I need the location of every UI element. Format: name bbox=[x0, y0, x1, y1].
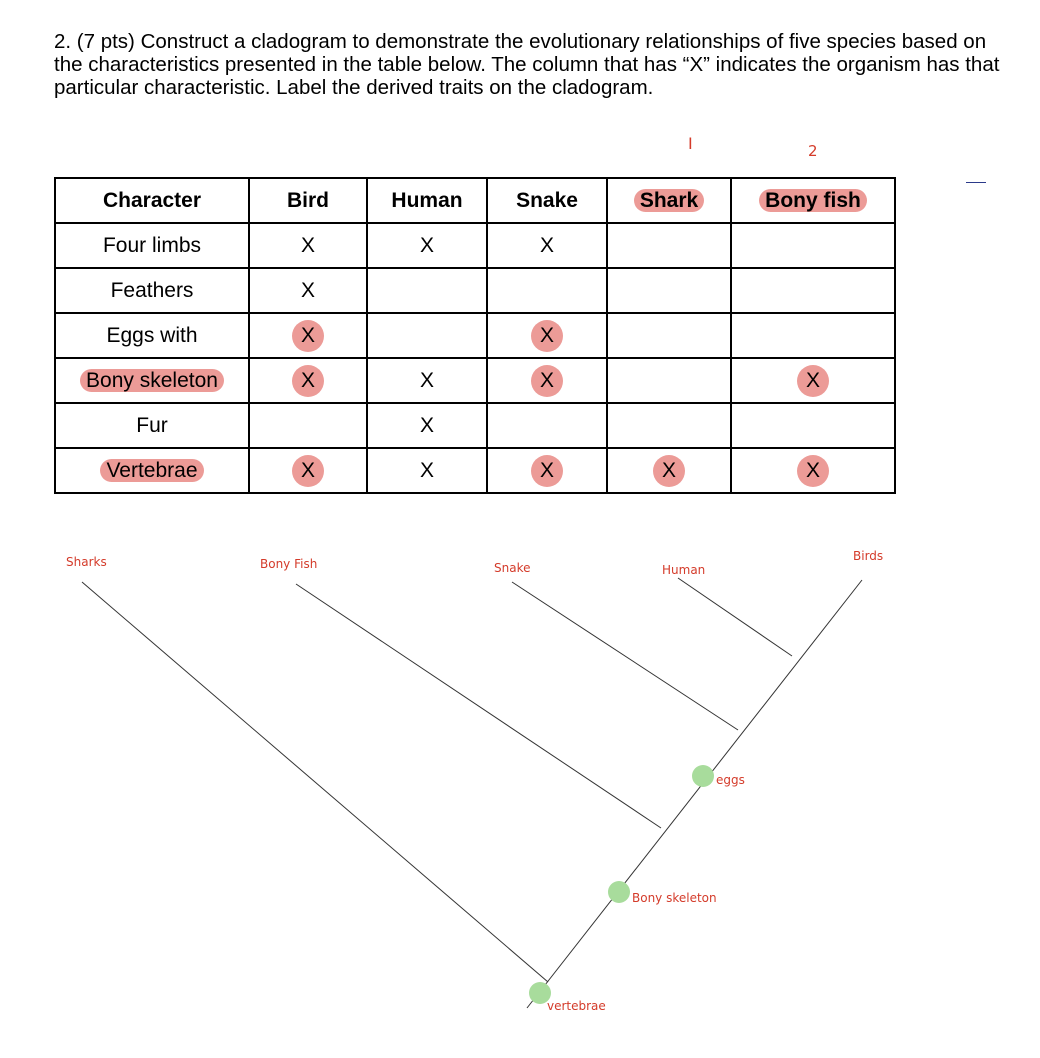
trait-label-vertebrae: vertebrae bbox=[547, 999, 606, 1013]
table-cell: X bbox=[367, 223, 487, 268]
taxon-label-birds: Birds bbox=[853, 549, 884, 563]
trait-dot-bony-skeleton bbox=[608, 881, 630, 903]
header-bird: Bird bbox=[249, 178, 367, 223]
header-bony-fish: Bony fish bbox=[731, 178, 895, 223]
table-cell: X bbox=[249, 313, 367, 358]
branch-human bbox=[678, 578, 792, 656]
table-cell: X bbox=[249, 268, 367, 313]
header-human: Human bbox=[367, 178, 487, 223]
table-cell: X bbox=[731, 448, 895, 493]
row-label: Vertebrae bbox=[55, 448, 249, 493]
table-cell: X bbox=[367, 403, 487, 448]
row-label: Eggs with bbox=[55, 313, 249, 358]
table-cell: X bbox=[487, 313, 607, 358]
table-cell: X bbox=[249, 223, 367, 268]
table-cell: X bbox=[487, 358, 607, 403]
taxon-label-snake: Snake bbox=[494, 561, 531, 575]
table-cell: X bbox=[731, 358, 895, 403]
branch-sharks bbox=[82, 582, 548, 982]
row-label: Four limbs bbox=[55, 223, 249, 268]
table-cell: X bbox=[487, 448, 607, 493]
table-cell: X bbox=[367, 448, 487, 493]
row-label: Fur bbox=[55, 403, 249, 448]
trait-dot-eggs bbox=[692, 765, 714, 787]
row-label: Feathers bbox=[55, 268, 249, 313]
handwritten-mark-2: 2 bbox=[808, 142, 818, 160]
trait-label-eggs: eggs bbox=[716, 773, 745, 787]
header-character: Character bbox=[55, 178, 249, 223]
trait-label-bony-skeleton: Bony skeleton bbox=[632, 891, 717, 905]
taxon-label-bony-fish: Bony Fish bbox=[260, 557, 318, 571]
header-shark: Shark bbox=[607, 178, 731, 223]
table-cell: X bbox=[249, 448, 367, 493]
table-cell: X bbox=[607, 448, 731, 493]
header-snake: Snake bbox=[487, 178, 607, 223]
row-label: Bony skeleton bbox=[55, 358, 249, 403]
handwritten-mark-1: I bbox=[688, 134, 693, 153]
table-cell: X bbox=[487, 223, 607, 268]
table-cell: X bbox=[249, 358, 367, 403]
cladogram-trunk bbox=[527, 580, 862, 1008]
branch-bony-fish bbox=[296, 584, 661, 828]
taxon-label-human: Human bbox=[662, 563, 706, 577]
taxon-label-sharks: Sharks bbox=[66, 555, 107, 569]
table-cell: X bbox=[367, 358, 487, 403]
branch-snake bbox=[512, 582, 738, 730]
question-text: 2. (7 pts) Construct a cladogram to demonstrate the evolutionary relationships of five species based on the characteristics presented in the table below. The column that has “X” indicates the organism has that particular characteristic. Label the derived traits on the cladogram. bbox=[54, 30, 1000, 99]
